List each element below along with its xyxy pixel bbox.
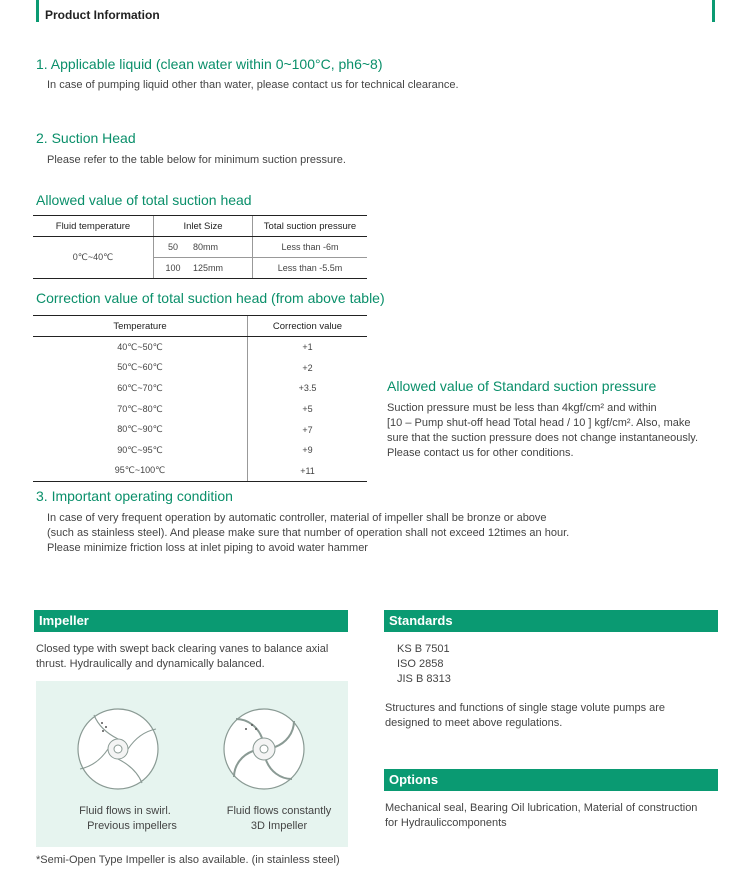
standards-text <box>385 701 725 731</box>
table2-value: +1 <box>248 337 368 358</box>
text-line: Please contact us for other conditions. <box>387 447 574 459</box>
table1-fluid-temp: 0℃~40℃ <box>33 237 154 279</box>
header-right-bar <box>712 0 715 22</box>
impeller-note: *Semi-Open Type Impeller is also available. (in stainless steel) <box>36 854 340 866</box>
header-left-bar <box>36 0 39 22</box>
caption-line: Fluid flows constantly <box>226 805 332 817</box>
caption-line: Fluid flows in swirl. <box>79 805 171 817</box>
standard-item: ISO 2858 <box>397 658 444 670</box>
section2-title: 2. Suction Head <box>36 130 136 146</box>
text-line: Please minimize friction loss at inlet piping to avoid water hammer <box>47 542 368 554</box>
table2-temp: 70℃~80℃ <box>117 403 163 414</box>
text-line: sure that the suction pressure does not change instantaneously. <box>387 432 699 444</box>
suction-head-table <box>33 215 367 279</box>
table2-temp: 50℃~60℃ <box>117 362 163 373</box>
table1-cell: Less than -6m <box>253 237 368 258</box>
previous-impeller-icon <box>76 707 160 791</box>
text-line: for Hydrauliccomponents <box>385 817 507 829</box>
section3-text <box>47 511 727 556</box>
table2-temp: 60℃~70℃ <box>117 382 163 393</box>
table2-temp: 80℃~90℃ <box>117 424 163 435</box>
impeller-text <box>36 642 356 672</box>
text-line: thrust. Hydraulically and dynamically balanced. <box>36 658 265 670</box>
text-line: Structures and functions of single stage volute pumps are <box>385 702 666 714</box>
standard-item: JIS B 8313 <box>397 673 451 685</box>
standard-item: KS B 7501 <box>397 643 450 655</box>
table1-header-inlet: Inlet Size <box>154 216 253 237</box>
table2-header-value: Correction value <box>248 316 368 337</box>
table2-value: +7 <box>248 419 368 440</box>
header-title: Product Information <box>45 8 160 22</box>
table2-temp: 40℃~50℃ <box>117 341 163 352</box>
correction-table <box>33 315 367 482</box>
table1-cell: 80mm <box>192 237 253 258</box>
3d-impeller-icon <box>222 707 306 791</box>
table1-cell: Less than -5.5m <box>253 258 368 279</box>
standards-header: Standards <box>384 610 718 632</box>
standard-pressure-text <box>387 401 727 461</box>
3d-impeller-caption <box>214 804 344 834</box>
text-line: [10 – Pump shut-off head Total head / 10 ] kgf/cm². Also, make <box>387 417 691 429</box>
table2-header-temp: Temperature <box>33 316 248 337</box>
table1-cell: 50 <box>154 237 193 258</box>
text-line: Suction pressure must be less than 4kgf/cm² and within <box>387 402 657 414</box>
text-line: Closed type with swept back clearing vanes to balance axial <box>36 643 329 655</box>
previous-impeller-caption <box>70 804 180 834</box>
table2-temp: 95℃~100℃ <box>33 461 248 482</box>
standards-list <box>397 642 451 687</box>
table2-value: +9 <box>248 440 368 461</box>
table2-value: +11 <box>248 461 368 482</box>
text-line: In case of very frequent operation by automatic controller, material of impeller shall be bronze or above <box>47 512 547 524</box>
table2-temp: 90℃~95℃ <box>117 444 163 455</box>
table1-header-pressure: Total suction pressure <box>253 216 368 237</box>
options-header: Options <box>384 769 718 791</box>
text-line: (such as stainless steel). And please make sure that number of operation shall not exceed 12times an hour. <box>47 527 570 539</box>
section1-title: 1. Applicable liquid (clean water within 0~100°C, ph6~8) <box>36 56 383 72</box>
text-line: Mechanical seal, Bearing Oil lubrication, Material of construction <box>385 802 698 814</box>
impeller-illustration-box <box>36 681 348 847</box>
table2-value: +5 <box>248 399 368 420</box>
table2-value: +2 <box>248 358 368 379</box>
section3-title: 3. Important operating condition <box>36 488 233 504</box>
standard-pressure-title: Allowed value of Standard suction pressure <box>387 378 657 394</box>
options-text <box>385 801 725 831</box>
caption-line: 3D Impeller <box>250 820 308 832</box>
table1-title: Allowed value of total suction head <box>36 192 252 208</box>
table2-title: Correction value of total suction head (from above table) <box>36 290 385 306</box>
section2-text: Please refer to the table below for minimum suction pressure. <box>47 154 346 166</box>
table1-cell: 125mm <box>192 258 253 279</box>
table2-value: +3.5 <box>248 378 368 399</box>
caption-line: Previous impellers <box>87 820 177 832</box>
table1-cell: 100 <box>154 258 193 279</box>
table1-header-temp: Fluid temperature <box>33 216 154 237</box>
impeller-header: Impeller <box>34 610 348 632</box>
text-line: designed to meet above regulations. <box>385 717 563 729</box>
section1-text: In case of pumping liquid other than water, please contact us for technical clearance. <box>47 79 459 91</box>
